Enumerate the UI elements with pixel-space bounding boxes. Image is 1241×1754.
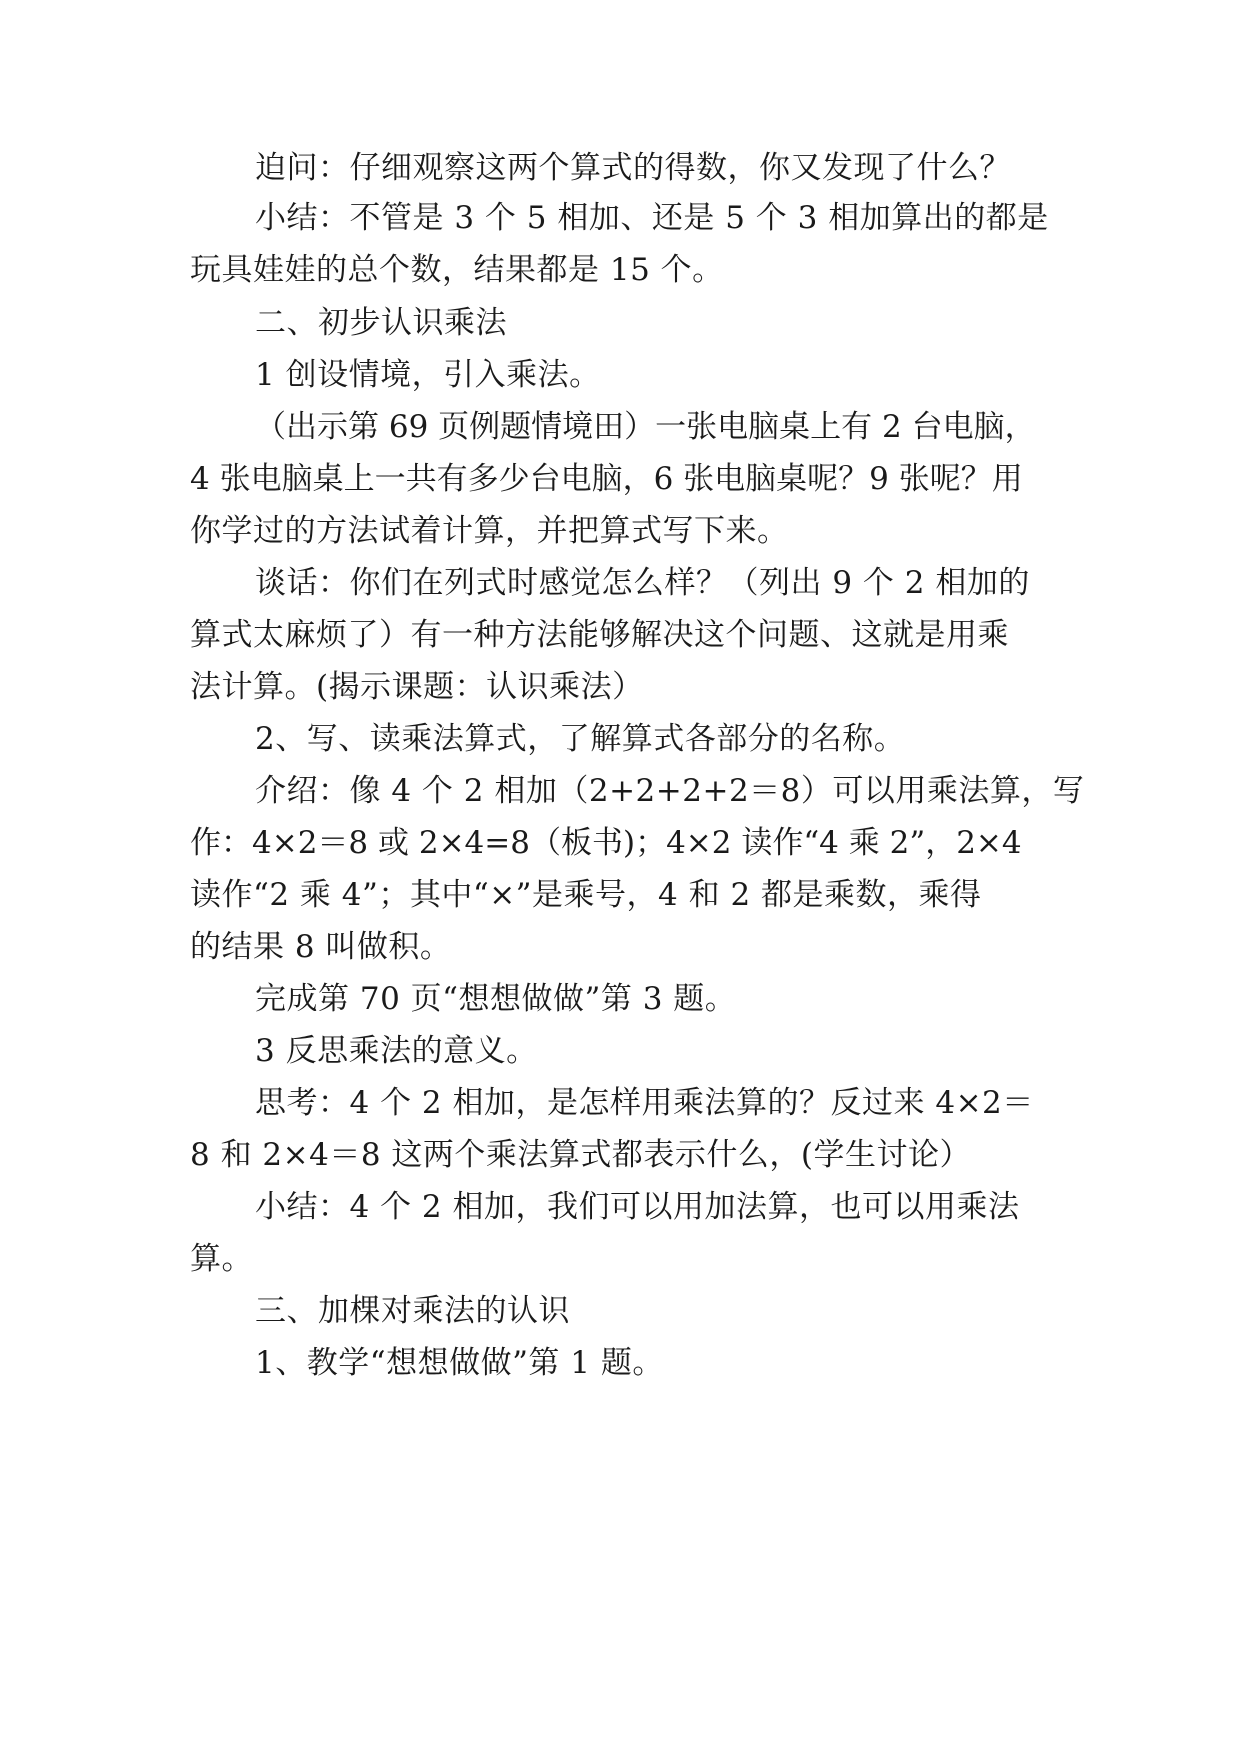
text-line-14: 作：4×2＝8 或 2×4=8（板书)；4×2 读作“4 乘 2”，2×4 bbox=[190, 825, 1022, 861]
text-line-18: 3 反思乘法的意义。 bbox=[255, 1033, 538, 1069]
section-heading-3: 三、加棵对乘法的认识 bbox=[255, 1293, 570, 1329]
text-line-9: 谈话：你们在列式时感觉怎么样？（列出 9 个 2 相加的 bbox=[255, 565, 1030, 601]
text-line-13: 介绍：像 4 个 2 相加（2+2+2+2＝8）可以用乘法算，写 bbox=[255, 773, 1085, 809]
text-line-12: 2、写、读乘法算式，了解算式各部分的名称。 bbox=[255, 721, 906, 757]
text-line-24: 1、教学“想想做做”第 1 题。 bbox=[255, 1345, 664, 1381]
text-line-7: 4 张电脑桌上一共有多少台电脑，6 张电脑桌呢？9 张呢？用 bbox=[190, 461, 1023, 497]
text-line-17: 完成第 70 页“想想做做”第 3 题。 bbox=[255, 981, 737, 1017]
text-line-19: 思考：4 个 2 相加，是怎样用乘法算的？反过来 4×2＝ bbox=[255, 1085, 1034, 1121]
text-line-16: 的结果 8 叫做积。 bbox=[190, 929, 452, 965]
text-line-21: 小结：4 个 2 相加，我们可以用加法算，也可以用乘法 bbox=[255, 1189, 1020, 1225]
text-line-22: 算。 bbox=[190, 1241, 253, 1277]
text-line-3: 玩具娃娃的总个数，结果都是 15 个。 bbox=[190, 252, 724, 288]
text-line-2: 小结：不管是 3 个 5 相加、还是 5 个 3 相加算出的都是 bbox=[255, 200, 1049, 236]
text-line-8: 你学过的方法试着计算，并把算式写下来。 bbox=[190, 513, 789, 549]
text-line-11: 法计算。(揭示课题：认识乘法） bbox=[190, 669, 644, 705]
text-line-6: （出示第 69 页例题情境田）一张电脑桌上有 2 台电脑， bbox=[255, 409, 1036, 445]
text-line-15: 读作“2 乘 4”；其中“×”是乘号，4 和 2 都是乘数，乘得 bbox=[190, 877, 982, 913]
section-heading-2: 二、初步认识乘法 bbox=[255, 305, 507, 341]
text-line-5: 1 创设情境，引入乘法。 bbox=[255, 357, 601, 393]
text-line-20: 8 和 2×4＝8 这两个乘法算式都表示什么，(学生讨论） bbox=[190, 1137, 972, 1173]
text-line-10: 算式太麻烦了）有一种方法能够解决这个问题、这就是用乘 bbox=[190, 617, 1009, 653]
text-line-1: 迫问：仔细观察这两个算式的得数，你又发现了什么？ bbox=[255, 150, 1011, 186]
